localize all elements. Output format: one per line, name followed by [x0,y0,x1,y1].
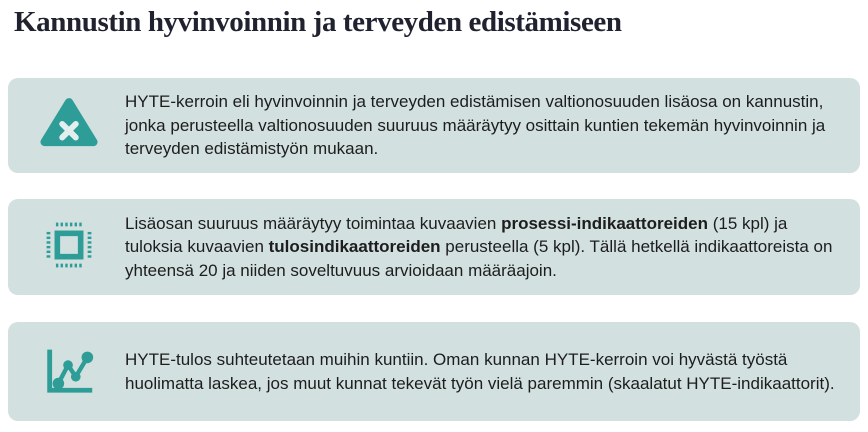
card-text: Lisäosan suuruus määräytyy toimintaa kuvaavien prosessi-indikaattoreiden (15 kpl) ja tuloksia kuvaavien tulosindikaattoreiden perusteella (5 kpl). Tällä hetkellä indikaattoreista on yhteensä 20 ja niiden soveltuvuus arvioidaan määräajoin. [125,213,833,280]
line-chart-icon [40,340,98,403]
card-icon-box [8,97,125,154]
card-icon-box [8,217,125,278]
info-card-hyte-kerroin [8,78,860,173]
card-icon-box [8,340,125,403]
page-title: Kannustin hyvinvoinnin ja terveyden edistämiseen [14,6,622,38]
card-text: HYTE-kerroin eli hyvinvoinnin ja terveyden edistämisen valtionosuuden lisäosa on kannustin, jonka perusteella valtionosuuden suuruus määräytyy osittain kuntien tekemän hyvinvoinnin ja terveyden edistämistyön mukaan. [125,92,826,159]
multiply-triangle-icon [40,97,98,154]
info-card-hyte-tulos [8,322,860,421]
card-text: HYTE-tulos suhteutetaan muihin kuntiin. Oman kunnan HYTE-kerroin voi hyvästä työstä huolimatta laskea, jos muut kunnat tekevät työn vielä paremmin (skaalatut HYTE-indikaattorit). [125,350,835,393]
chip-icon [41,217,97,278]
info-card-indikaattorit [8,199,860,295]
